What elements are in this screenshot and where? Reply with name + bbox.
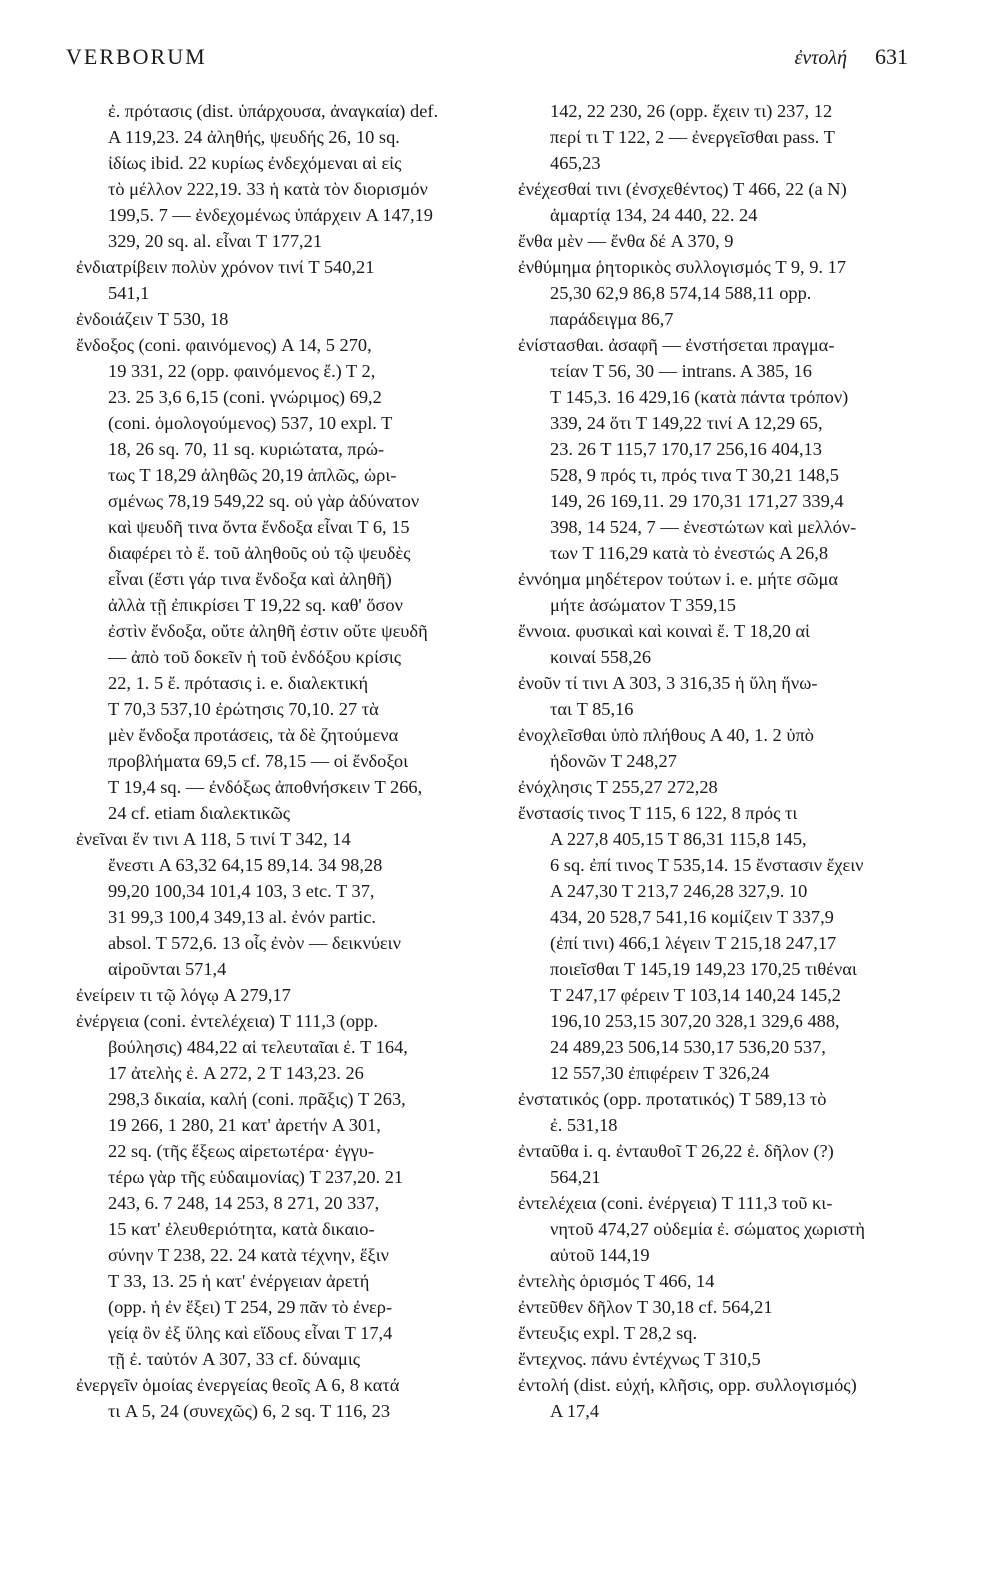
entry-continuation-line: βούλησις) 484,22 αἱ τελευταῖαι ἐ. T 164, xyxy=(108,1037,408,1057)
entry-continuation-line: 15 κατ' ἐλευθεριότητα, κατὰ δικαιο- xyxy=(108,1219,375,1239)
entry-continuation-line: των T 116,29 κατὰ τὸ ἐνεστώς A 26,8 xyxy=(550,543,829,563)
entry-continuation-line: A 247,30 T 213,7 246,28 327,9. 10 xyxy=(550,881,808,901)
page-number: 631 xyxy=(875,44,908,69)
entry-continuation-line: T 247,17 φέρειν T 103,14 140,24 145,2 xyxy=(550,985,841,1005)
entry-continuation-line: 149, 26 169,11. 29 170,31 171,27 339,4 xyxy=(550,491,844,511)
entry-continuation-line: 6 sq. ἐπί τινος T 535,14. 15 ἔνστασιν ἔχειν xyxy=(550,855,864,875)
entry-continuation-line: A 227,8 405,15 T 86,31 115,8 145, xyxy=(550,829,807,849)
entry-continuation-line: τέρω γὰρ τῆς εὐδαιμονίας) T 237,20. 21 xyxy=(108,1167,404,1187)
entry-continuation-line: (opp. ἡ ἐν ἕξει) T 254, 29 πᾶν τὸ ἐνερ- xyxy=(108,1297,393,1317)
entry-continuation-line: σμένως 78,19 549,22 sq. οὐ γὰρ ἀδύνατον xyxy=(108,491,420,511)
entry-continuation-line: T 33, 13. 25 ἡ κατ' ἐνέργειαν ἀρετή xyxy=(108,1271,370,1291)
entry-continuation-line: 541,1 xyxy=(108,283,150,303)
entry-headword-line: ἐνίστασθαι. ἀσαφῆ — ἐνστήσεται πραγμα- xyxy=(518,335,835,355)
entry-continuation-line: προβλήματα 69,5 cf. 78,15 — οἱ ἔνδοξοι xyxy=(108,751,409,771)
entry-continuation-line: 329, 20 sq. al. εἶναι T 177,21 xyxy=(108,231,323,251)
entry-continuation-line: 199,5. 7 — ἐνδεχομένως ὑπάρχειν A 147,19 xyxy=(108,205,434,225)
page-header xyxy=(66,44,908,84)
entry-continuation-line: ἀλλὰ τῇ ἐπικρίσει T 19,22 sq. καθ' ὅσον xyxy=(108,595,403,615)
entry-continuation-line: (coni. ὁμολογούμενος) 537, 10 expl. T xyxy=(108,413,393,433)
entry-continuation-line: T 19,4 sq. — ἐνδόξως ἀποθνήσκειν T 266, xyxy=(108,777,423,797)
entry-headword-line: ἔνστασίς τινος T 115, 6 122, 8 πρός τι xyxy=(518,803,798,823)
entry-headword-line: ἔνδοξος (coni. φαινόμενος) A 14, 5 270, xyxy=(76,335,372,355)
entry-headword-line: ἔντευξις expl. T 28,2 sq. xyxy=(518,1323,698,1343)
entry-headword-line: ἐνεῖναι ἔν τινι A 118, 5 τινί T 342, 14 xyxy=(76,829,351,849)
entry-headword-line: ἐνέχεσθαί τινι (ἐνσχεθέντος) T 466, 22 (a N) xyxy=(518,179,847,199)
entry-continuation-line: τως T 18,29 ἀληθῶς 20,19 ἁπλῶς, ὡρι- xyxy=(108,465,397,485)
entry-continuation-line: 528, 9 πρός τι, πρός τινα T 30,21 148,5 xyxy=(550,465,839,485)
entry-continuation-line: 19 266, 1 280, 21 κατ' ἀρετήν A 301, xyxy=(108,1115,381,1135)
entry-continuation-line: — ἀπὸ τοῦ δοκεῖν ἡ τοῦ ἐνδόξου κρίσις xyxy=(108,647,402,667)
entry-continuation-line: ἔνεστι A 63,32 64,15 89,14. 34 98,28 xyxy=(108,855,383,875)
entry-continuation-line: ἰδίως ibid. 22 κυρίως ἐνδεχόμεναι αἱ εἰς xyxy=(108,153,402,173)
running-head-word: ἐντολή xyxy=(794,47,847,69)
entry-continuation-line: 99,20 100,34 101,4 103, 3 etc. T 37, xyxy=(108,881,375,901)
entry-headword-line: ἔννοια. φυσικαὶ καὶ κοιναὶ ἔ. T 18,20 αἱ xyxy=(518,621,810,641)
entry-continuation-line: τὸ μέλλον 222,19. 33 ἡ κατὰ τὸν διορισμόν xyxy=(108,179,428,199)
entry-continuation-line: ἐστὶν ἔνδοξα, οὔτε ἀληθῆ ἐστιν οὔτε ψευδῆ xyxy=(108,621,428,641)
right-column xyxy=(518,98,918,1424)
entry-continuation-line: ἐ. 531,18 xyxy=(550,1115,618,1135)
entry-continuation-line: αὐτοῦ 144,19 xyxy=(550,1245,650,1265)
entry-continuation-line: καὶ ψευδῆ τινα ὄντα ἔνδοξα εἶναι T 6, 15 xyxy=(108,517,410,537)
entry-headword-line: ἐννόημα μηδέτερον τούτων i. e. μήτε σῶμα xyxy=(518,569,838,589)
entry-continuation-line: 142, 22 230, 26 (opp. ἔχειν τι) 237, 12 xyxy=(550,101,833,121)
entry-continuation-line: διαφέρει τὸ ἔ. τοῦ ἀληθοῦς οὐ τῷ ψευδὲς xyxy=(108,543,411,563)
entry-continuation-line: 23. 25 3,6 6,15 (coni. γνώριμος) 69,2 xyxy=(108,387,382,407)
entry-continuation-line: ται T 85,16 xyxy=(550,699,634,719)
entry-continuation-line: 31 99,3 100,4 349,13 al. ἐνόν partic. xyxy=(108,907,376,927)
entry-continuation-line: 12 557,30 ἐπιφέρειν T 326,24 xyxy=(550,1063,770,1083)
entry-continuation-line: 17 ἀτελὴς ἐ. A 272, 2 T 143,23. 26 xyxy=(108,1063,364,1083)
entry-headword-line: ἐνείρειν τι τῷ λόγῳ A 279,17 xyxy=(76,985,291,1005)
entry-continuation-line: (ἐπί τινι) 466,1 λέγειν T 215,18 247,17 xyxy=(550,933,837,953)
entry-headword-line: ἐντελέχεια (coni. ἐνέργεια) T 111,3 τοῦ κι- xyxy=(518,1193,833,1213)
entry-continuation-line: ἡδονῶν T 248,27 xyxy=(550,751,677,771)
entry-continuation-line: τῇ ἐ. ταὐτόν A 307, 33 cf. δύναμις xyxy=(108,1349,361,1369)
entry-continuation-line: μήτε ἀσώματον T 359,15 xyxy=(550,595,736,615)
entry-continuation-line: εἶναι (ἔστι γάρ τινα ἔνδοξα καὶ ἀληθῆ) xyxy=(108,569,392,589)
entry-headword-line: ἐνοῦν τί τινι A 303, 3 316,35 ἡ ὕλη ἥνω- xyxy=(518,673,818,693)
entry-continuation-line: ποιεῖσθαι T 145,19 149,23 170,25 τιθέναι xyxy=(550,959,857,979)
entry-continuation-line: ἁμαρτίᾳ 134, 24 440, 22. 24 xyxy=(550,205,758,225)
entry-continuation-line: ἐ. πρότασις (dist. ὑπάρχουσα, ἀναγκαία) def. xyxy=(108,101,439,121)
entry-continuation-line: A 17,4 xyxy=(550,1401,600,1421)
entry-headword-line: ἐντεῦθεν δῆλον T 30,18 cf. 564,21 xyxy=(518,1297,773,1317)
entry-headword-line: ἔντεχνος. πάνυ ἐντέχνως T 310,5 xyxy=(518,1349,761,1369)
entry-continuation-line: μὲν ἔνδοξα προτάσεις, τὰ δὲ ζητούμενα xyxy=(108,725,399,745)
running-head-right xyxy=(795,44,909,70)
entry-continuation-line: κοιναί 558,26 xyxy=(550,647,652,667)
running-head-left: VERBORUM xyxy=(66,44,207,69)
entry-continuation-line: 22 sq. (τῆς ἕξεως αἱρετωτέρα· ἐγγυ- xyxy=(108,1141,375,1161)
entry-headword-line: ἐντελὴς ὁρισμός T 466, 14 xyxy=(518,1271,715,1291)
entry-continuation-line: 196,10 253,15 307,20 328,1 329,6 488, xyxy=(550,1011,840,1031)
entry-headword-line: ἐνόχλησις T 255,27 272,28 xyxy=(518,777,718,797)
entry-headword-line: ἐνστατικός (opp. προτατικός) T 589,13 τὸ xyxy=(518,1089,827,1109)
entry-continuation-line: A 119,23. 24 ἀληθής, ψευδής 26, 10 sq. xyxy=(108,127,400,147)
entry-continuation-line: 298,3 δικαία, καλή (coni. πρᾶξις) T 263, xyxy=(108,1089,406,1109)
entry-continuation-line: 564,21 xyxy=(550,1167,601,1187)
entry-continuation-line: T 145,3. 16 429,16 (κατὰ πάντα τρόπον) xyxy=(550,387,849,407)
entry-headword-line: ἐνέργεια (coni. ἐντελέχεια) T 111,3 (opp. xyxy=(76,1011,379,1031)
entry-continuation-line: 25,30 62,9 86,8 574,14 588,11 opp. xyxy=(550,283,812,303)
entry-continuation-line: 24 489,23 506,14 530,17 536,20 537, xyxy=(550,1037,826,1057)
entry-continuation-line: 19 331, 22 (opp. φαινόμενος ἔ.) T 2, xyxy=(108,361,376,381)
entry-headword-line: ἐντολή (dist. εὐχή, κλῆσις, opp. συλλογισμός) xyxy=(518,1375,857,1395)
entry-continuation-line: 434, 20 528,7 541,16 κομίζειν T 337,9 xyxy=(550,907,834,927)
entry-continuation-line: 24 cf. etiam διαλεκτικῶς xyxy=(108,803,291,823)
entry-continuation-line: 398, 14 524, 7 — ἐνεστώτων καὶ μελλόν- xyxy=(550,517,857,537)
entry-continuation-line: σύνην T 238, 22. 24 κατὰ τέχνην, ἕξιν xyxy=(108,1245,389,1265)
entry-continuation-line: 23. 26 T 115,7 170,17 256,16 404,13 xyxy=(550,439,822,459)
entry-headword-line: ἐνταῦθα i. q. ἐνταυθοῖ T 26,22 ἐ. δῆλον (?) xyxy=(518,1141,834,1161)
entry-headword-line: ἐνδιατρίβειν πολὺν χρόνον τινί T 540,21 xyxy=(76,257,375,277)
entry-continuation-line: αἱροῦνται 571,4 xyxy=(108,959,227,979)
entry-continuation-line: τι A 5, 24 (συνεχῶς) 6, 2 sq. T 116, 23 xyxy=(108,1401,391,1421)
entry-continuation-line: περί τι T 122, 2 — ἐνεργεῖσθαι pass. T xyxy=(550,127,835,147)
entry-continuation-line: absol. T 572,6. 13 οἷς ἐνὸν — δεικνύειν xyxy=(108,933,401,953)
entry-headword-line: ἔνθα μὲν — ἔνθα δέ A 370, 9 xyxy=(518,231,734,251)
entry-headword-line: ἐνοχλεῖσθαι ὑπὸ πλήθους A 40, 1. 2 ὑπὸ xyxy=(518,725,814,745)
entry-continuation-line: παράδειγμα 86,7 xyxy=(550,309,674,329)
entry-continuation-line: 18, 26 sq. 70, 11 sq. κυριώτατα, πρώ- xyxy=(108,439,385,459)
entry-headword-line: ἐνεργεῖν ὁμοίας ἐνεργείας θεοῖς A 6, 8 κατά xyxy=(76,1375,400,1395)
entry-headword-line: ἐνδοιάζειν T 530, 18 xyxy=(76,309,229,329)
entry-continuation-line: 339, 24 ὅτι T 149,22 τινί A 12,29 65, xyxy=(550,413,823,433)
entry-continuation-line: νητοῦ 474,27 οὐδεμία ἐ. σώματος χωριστὴ xyxy=(550,1219,865,1239)
left-column xyxy=(76,98,486,1424)
entry-continuation-line: γείᾳ ὂν ἐξ ὕλης καὶ εἴδους εἶναι T 17,4 xyxy=(108,1323,393,1343)
entry-continuation-line: τείαν T 56, 30 — intrans. A 385, 16 xyxy=(550,361,812,381)
entry-continuation-line: 465,23 xyxy=(550,153,601,173)
entry-continuation-line: 22, 1. 5 ἔ. πρότασις i. e. διαλεκτική xyxy=(108,673,369,693)
entry-continuation-line: T 70,3 537,10 ἐρώτησις 70,10. 27 τὰ xyxy=(108,699,379,719)
entry-continuation-line: 243, 6. 7 248, 14 253, 8 271, 20 337, xyxy=(108,1193,380,1213)
entry-headword-line: ἐνθύμημα ῥητορικὸς συλλογισμός T 9, 9. 17 xyxy=(518,257,847,277)
